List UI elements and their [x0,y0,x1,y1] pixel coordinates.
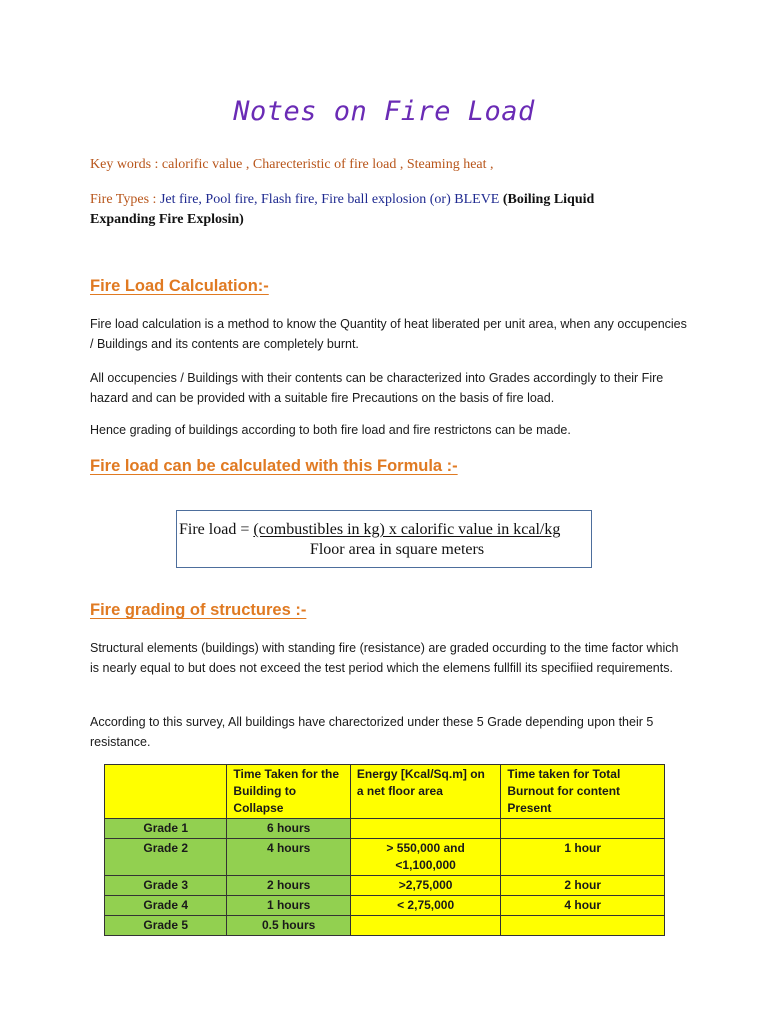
table-cell: 4 hour [501,896,665,916]
calc-paragraph-2: All occupencies / Buildings with their contents can be characterized into Grades accordingly to their Fire hazard and can be provided with a suitable fire Precautions on the basis of fire load. [90,371,664,405]
table-cell: 2 hour [501,876,665,896]
table-row [105,819,665,839]
table-cell: Grade 4 [105,896,227,916]
table-row [105,839,665,876]
table-cell: Grade 1 [105,819,227,839]
heading-fire-grading: Fire grading of structures :- [90,601,307,619]
table-cell: 6 hours [227,819,350,839]
formula-numerator-line [179,521,560,539]
fire-types-label: Fire Types : [90,192,160,207]
bleve-expansion: (Boiling Liquid Expanding Fire Explosin) [90,192,595,227]
formula-lhs: Fire load = [179,521,254,538]
table-cell: 1 hour [501,839,665,876]
page-title: Notes on Fire Load [233,96,535,127]
table-cell: > 550,000 and <1,100,000 [350,839,501,876]
table-header-row [105,765,665,819]
table-cell [501,819,665,839]
heading-fire-load-calculation: Fire Load Calculation:- [90,277,269,295]
grading-paragraph-1: Structural elements (buildings) with standing fire (resistance) are graded occurding to the time factor which is nearly equal to but does not exceed the test period which the elemens fullfill its specifiied requirements. [90,641,679,675]
formula-numerator: (combustibles in kg) x calorific value in kcal/kg [253,521,561,538]
keywords-line: Key words : calorific value , Charecteristic of fire load , Steaming heat , [90,157,494,172]
calc-paragraph-3: Hence grading of buildings according to both fire load and fire restrictons can be made. [90,423,571,437]
table-cell: Grade 2 [105,839,227,876]
calc-paragraph-1: Fire load calculation is a method to know the Quantity of heat liberated per unit area, when any occupencies / Buildings and its contents are completely burnt. [90,317,687,351]
grading-paragraph-2: According to this survey, All buildings have charectorized under these 5 Grade depending upon their 5 resistance. [90,715,654,749]
table-cell: 4 hours [227,839,350,876]
heading-formula: Fire load can be calculated with this Formula :- [90,457,458,475]
table-row [105,876,665,896]
table-cell: 1 hours [227,896,350,916]
table-header-cell [105,765,227,819]
table-cell [501,916,665,936]
table-cell: < 2,75,000 [350,896,501,916]
table-cell: Grade 5 [105,916,227,936]
formula-box [176,510,592,568]
table-header-cell: Time Taken for the Building to Collapse [227,765,350,819]
table-row [105,896,665,916]
fire-types-line [90,190,650,230]
formula-denominator: Floor area in square meters [309,541,485,558]
table-cell [350,916,501,936]
table-cell: >2,75,000 [350,876,501,896]
table-cell: Grade 3 [105,876,227,896]
table-row [105,916,665,936]
table-header-cell: Time taken for Total Burnout for content Present [501,765,665,819]
table-cell: 2 hours [227,876,350,896]
table-cell [350,819,501,839]
fire-types-list: Jet fire, Pool fire, Flash fire, Fire ball explosion (or) BLEVE [159,192,500,207]
fire-grade-table [104,764,665,936]
table-header-cell: Energy [Kcal/Sq.m] on a net floor area [350,765,501,819]
table-cell: 0.5 hours [227,916,350,936]
